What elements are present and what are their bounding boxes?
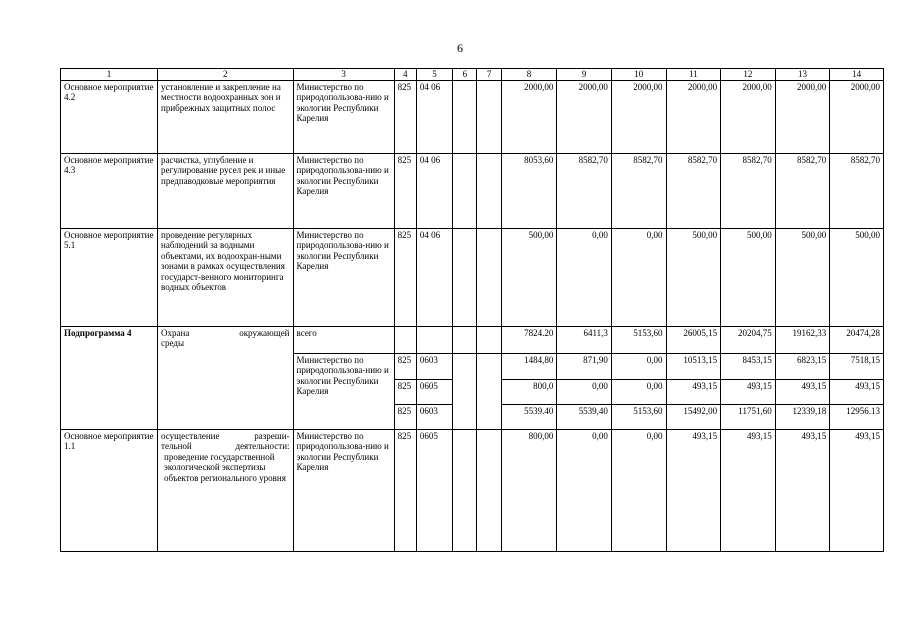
value-cell: 19162,33: [775, 326, 830, 353]
table-row: [61, 153, 884, 228]
activity-description-line: осуществление разреши-: [161, 430, 290, 441]
target-article: [453, 228, 477, 326]
value-cell: 2000,00: [830, 80, 884, 153]
value-cell: 8053,60: [501, 153, 557, 228]
value-cell: 12956.13: [830, 404, 884, 429]
value-cell: 500,00: [666, 228, 721, 326]
value-cell: 0,00: [611, 379, 666, 404]
value-cell: 0,00: [611, 429, 666, 551]
value-cell: 500,00: [721, 228, 776, 326]
activity-description: проведение регулярных наблюдений за водными объектами, их водоохран-ными зонами в рамках осуществления государст-венного мониторинга водных объектов: [158, 228, 293, 326]
value-cell: 0,00: [611, 353, 666, 379]
header-cell: 10: [611, 69, 666, 81]
expense-type: [477, 80, 501, 153]
value-cell: 493,15: [666, 379, 721, 404]
expense-type: [477, 326, 501, 353]
header-cell: 6: [453, 69, 477, 81]
responsible-executor: Министерство по природопользова-нию и экологии Республики Карелия: [293, 228, 394, 326]
value-cell: 10513,15: [666, 353, 721, 379]
subprogram-total-row: [61, 326, 884, 353]
header-cell: 8: [501, 69, 557, 81]
value-cell: 8453,15: [721, 353, 776, 379]
value-cell: 5539.40: [501, 404, 557, 429]
header-cell: 1: [61, 69, 158, 81]
header-cell: 13: [775, 69, 830, 81]
value-cell: 2000,00: [666, 80, 721, 153]
section-code: 04 06: [416, 228, 452, 326]
value-cell: 0,00: [557, 379, 612, 404]
grbs-code: 825: [394, 429, 416, 551]
value-cell: 20474,28: [830, 326, 884, 353]
value-cell: 26005,15: [666, 326, 721, 353]
target-article: [453, 353, 477, 379]
value-cell: 493,15: [721, 429, 776, 551]
value-cell: 493,15: [775, 429, 830, 551]
table-row: [61, 228, 884, 326]
responsible-executor: Министерство по природопользова-нию и экологии Республики Карелия: [293, 353, 394, 429]
total-label: всего: [293, 326, 394, 353]
grbs-code: 825: [394, 153, 416, 228]
value-cell: 493,15: [830, 429, 884, 551]
activity-description-text: проведение государственной экологической экспертизы объектов регионального уровня: [164, 451, 286, 483]
grbs-code: 825: [394, 228, 416, 326]
expense-type: [477, 153, 501, 228]
value-cell: 500,00: [775, 228, 830, 326]
section-code: 0603: [416, 404, 452, 429]
header-cell: 7: [477, 69, 501, 81]
value-cell: 5539,40: [557, 404, 612, 429]
subprogram-title-word: Охрана: [161, 327, 190, 338]
header-cell: 2: [158, 69, 293, 81]
target-article: [453, 429, 477, 551]
expense-type: [477, 353, 501, 379]
section-code: 04 06: [416, 80, 452, 153]
value-cell: 6411,3: [557, 326, 612, 353]
value-cell: 7518,15: [830, 353, 884, 379]
value-cell: 493,15: [666, 429, 721, 551]
activity-name: Основное мероприятие 4.2: [61, 80, 158, 153]
value-cell: 15492,00: [666, 404, 721, 429]
target-article: [453, 379, 477, 404]
value-cell: 2000,00: [501, 80, 557, 153]
header-cell: 14: [830, 69, 884, 81]
value-cell: 8582,70: [721, 153, 776, 228]
value-cell: 493,15: [721, 379, 776, 404]
expense-type: [477, 429, 501, 551]
value-cell: 20204,75: [721, 326, 776, 353]
grbs-code: 825: [394, 353, 416, 379]
grbs-code: 825: [394, 80, 416, 153]
activity-name: Основное мероприятие 4.3: [61, 153, 158, 228]
table-row: [61, 80, 884, 153]
target-article: [453, 153, 477, 228]
value-cell: 0,00: [557, 228, 612, 326]
grbs-code: 825: [394, 379, 416, 404]
section-code: 04 06: [416, 153, 452, 228]
value-cell: 0,00: [611, 228, 666, 326]
section-code: 0605: [416, 379, 452, 404]
subprogram-title-line: среды: [161, 338, 185, 348]
header-cell: 9: [557, 69, 612, 81]
target-article: [453, 80, 477, 153]
header-cell: 5: [416, 69, 452, 81]
responsible-executor: Министерство по природопользова-нию и экологии Республики Карелия: [293, 80, 394, 153]
value-cell: 800,0: [501, 379, 557, 404]
section-code: 0605: [416, 429, 452, 551]
value-cell: 6823,15: [775, 353, 830, 379]
activity-name: Основное мероприятие 1.1: [61, 429, 158, 551]
value-cell: 2000,00: [775, 80, 830, 153]
value-cell: 2000,00: [611, 80, 666, 153]
value-cell: 8582,70: [666, 153, 721, 228]
value-cell: 2000,00: [721, 80, 776, 153]
value-cell: 5153,60: [611, 404, 666, 429]
table-row: [61, 429, 884, 551]
budget-table: [60, 68, 884, 552]
value-cell: 8582,70: [611, 153, 666, 228]
activity-name: Основное мероприятие 5.1: [61, 228, 158, 326]
target-article: [453, 404, 477, 429]
value-cell: 2000,00: [557, 80, 612, 153]
page-number: 6: [457, 41, 463, 55]
expense-type: [477, 379, 501, 404]
column-number-header-row: [61, 69, 884, 81]
target-article: [453, 326, 477, 353]
subprogram-name: Подпрограмма 4: [61, 326, 158, 429]
value-cell: 5153,60: [611, 326, 666, 353]
header-cell: 11: [666, 69, 721, 81]
section-code: 0603: [416, 353, 452, 379]
expense-type: [477, 228, 501, 326]
value-cell: 1484,80: [501, 353, 557, 379]
grbs-code: [394, 326, 416, 353]
value-cell: 8582,70: [830, 153, 884, 228]
value-cell: 8582,70: [557, 153, 612, 228]
value-cell: 800,00: [501, 429, 557, 551]
activity-description: установление и закрепление на местности водоохранных зон и прибрежных защитных полос: [158, 80, 293, 153]
section-code: [416, 326, 452, 353]
activity-description: [158, 429, 293, 551]
value-cell: 12339,18: [775, 404, 830, 429]
header-cell: 12: [721, 69, 776, 81]
value-cell: 500,00: [830, 228, 884, 326]
expense-type: [477, 404, 501, 429]
value-cell: 7824.20: [501, 326, 557, 353]
subprogram-title-word: окружающей: [239, 327, 290, 338]
responsible-executor: Министерство по природопользова-нию и экологии Республики Карелия: [293, 429, 394, 551]
value-cell: 500,00: [501, 228, 557, 326]
activity-description: расчистка, углубление и регулирование русел рек и иные предпаводковые мероприятия: [158, 153, 293, 228]
value-cell: 493,15: [830, 379, 884, 404]
header-cell: 3: [293, 69, 394, 81]
grbs-code: 825: [394, 404, 416, 429]
value-cell: 11751,60: [721, 404, 776, 429]
value-cell: 0,00: [557, 429, 612, 551]
activity-description-line: тельной деятельности:: [161, 441, 290, 451]
value-cell: 8582,70: [775, 153, 830, 228]
value-cell: 871,90: [557, 353, 612, 379]
responsible-executor: Министерство по природопользова-нию и экологии Республики Карелия: [293, 153, 394, 228]
value-cell: 493,15: [775, 379, 830, 404]
header-cell: 4: [394, 69, 416, 81]
subprogram-title: [158, 326, 293, 429]
